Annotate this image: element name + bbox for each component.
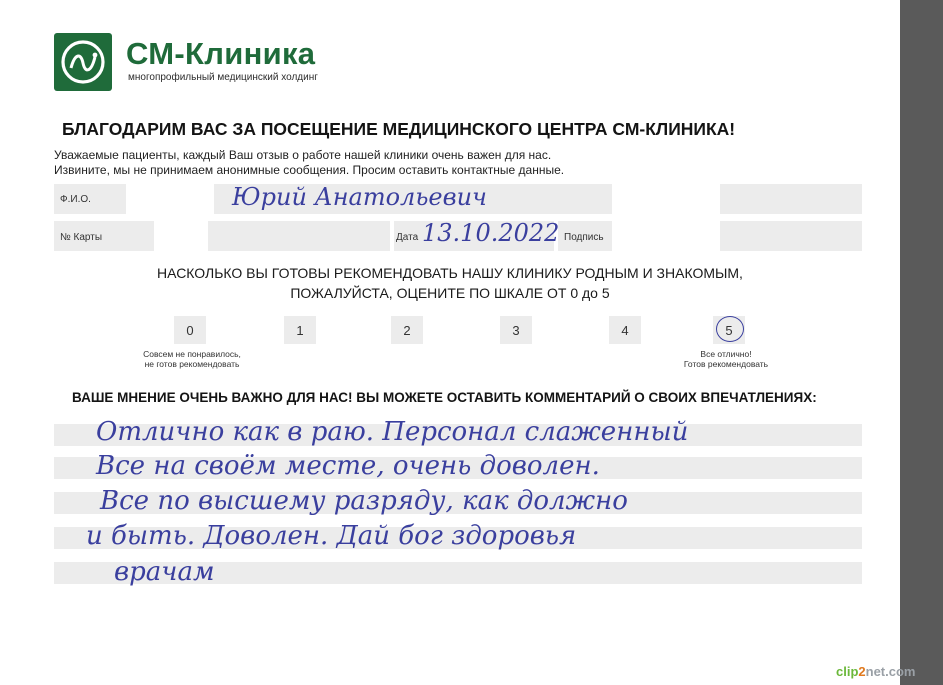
- low-caption-line-2: не готов рекомендовать: [144, 359, 240, 369]
- comment-handwritten-line[interactable]: врачам: [114, 557, 215, 587]
- watermark-part-3: net.com: [865, 664, 916, 679]
- redacted-block: [126, 184, 214, 214]
- low-score-caption: [122, 349, 262, 369]
- intro-line-2: Извините, мы не принимаем анонимные сообщения. Просим оставить контактные данные.: [54, 163, 565, 177]
- comment-handwritten-line[interactable]: Все по высшему разряду, как должно: [100, 486, 628, 516]
- selected-score-circle: [716, 316, 744, 342]
- fio-label: Ф.И.О.: [60, 194, 91, 205]
- score-0-option[interactable]: 0: [174, 316, 206, 344]
- date-label: Дата: [396, 232, 419, 243]
- intro-line-1: Уважаемые пациенты, каждый Ваш отзыв о работе нашей клиники очень важен для нас.: [54, 148, 552, 162]
- watermark-part-1: clip: [836, 664, 859, 679]
- watermark-logo: [836, 664, 915, 679]
- high-score-caption: [666, 349, 786, 369]
- signature-label: Подпись: [564, 232, 604, 243]
- low-caption-line-1: Совсем не понравилось,: [143, 349, 241, 359]
- card-label: № Карты: [60, 232, 103, 243]
- comment-heading: ВАШЕ МНЕНИЕ ОЧЕНЬ ВАЖНО ДЛЯ НАС! ВЫ МОЖЕТЕ ОСТАВИТЬ КОММЕНТАРИЙ О СВОИХ ВПЕЧАТЛЕНИЯХ:: [72, 390, 817, 405]
- high-caption-line-2: Готов рекомендовать: [683, 359, 769, 369]
- score-3-option[interactable]: 3: [500, 316, 532, 344]
- score-5-option[interactable]: 5: [713, 316, 745, 344]
- recommend-question-line-1: НАСКОЛЬКО ВЫ ГОТОВЫ РЕКОМЕНДОВАТЬ НАШУ КЛИНИКУ РОДНЫМ И ЗНАКОМЫМ,: [157, 265, 743, 281]
- comment-handwritten-line[interactable]: Отлично как в раю. Персонал слаженный: [96, 417, 689, 447]
- score-1-option[interactable]: 1: [284, 316, 316, 344]
- high-caption-line-1: Все отлично!: [700, 349, 752, 359]
- brand-tagline: многопрофильный медицинский холдинг: [128, 72, 318, 83]
- clinic-logo-icon: [54, 33, 112, 91]
- field-divider: [390, 221, 394, 251]
- scan-border: [900, 0, 943, 685]
- fio-handwritten-value[interactable]: Юрий Анатольевич: [232, 183, 487, 211]
- watermark-part-2: 2: [858, 664, 866, 679]
- date-handwritten-value[interactable]: 13.10.2022: [422, 219, 560, 247]
- form-headline: БЛАГОДАРИМ ВАС ЗА ПОСЕЩЕНИЕ МЕДИЦИНСКОГО ЦЕНТРА СМ-КЛИНИКА!: [62, 119, 736, 139]
- redacted-block: [612, 184, 720, 214]
- comment-handwritten-line[interactable]: и быть. Доволен. Дай бог здоровья: [86, 521, 577, 551]
- score-4-option[interactable]: 4: [609, 316, 641, 344]
- comment-handwritten-line[interactable]: Все на своём месте, очень доволен.: [96, 451, 600, 481]
- score-2-option[interactable]: 2: [391, 316, 423, 344]
- recommend-question-line-2: ПОЖАЛУЙСТА, ОЦЕНИТЕ ПО ШКАЛЕ ОТ 0 до 5: [290, 285, 610, 301]
- redacted-signature: [612, 221, 720, 251]
- brand-name: СМ-Клиника: [126, 36, 316, 71]
- redacted-block: [154, 221, 208, 251]
